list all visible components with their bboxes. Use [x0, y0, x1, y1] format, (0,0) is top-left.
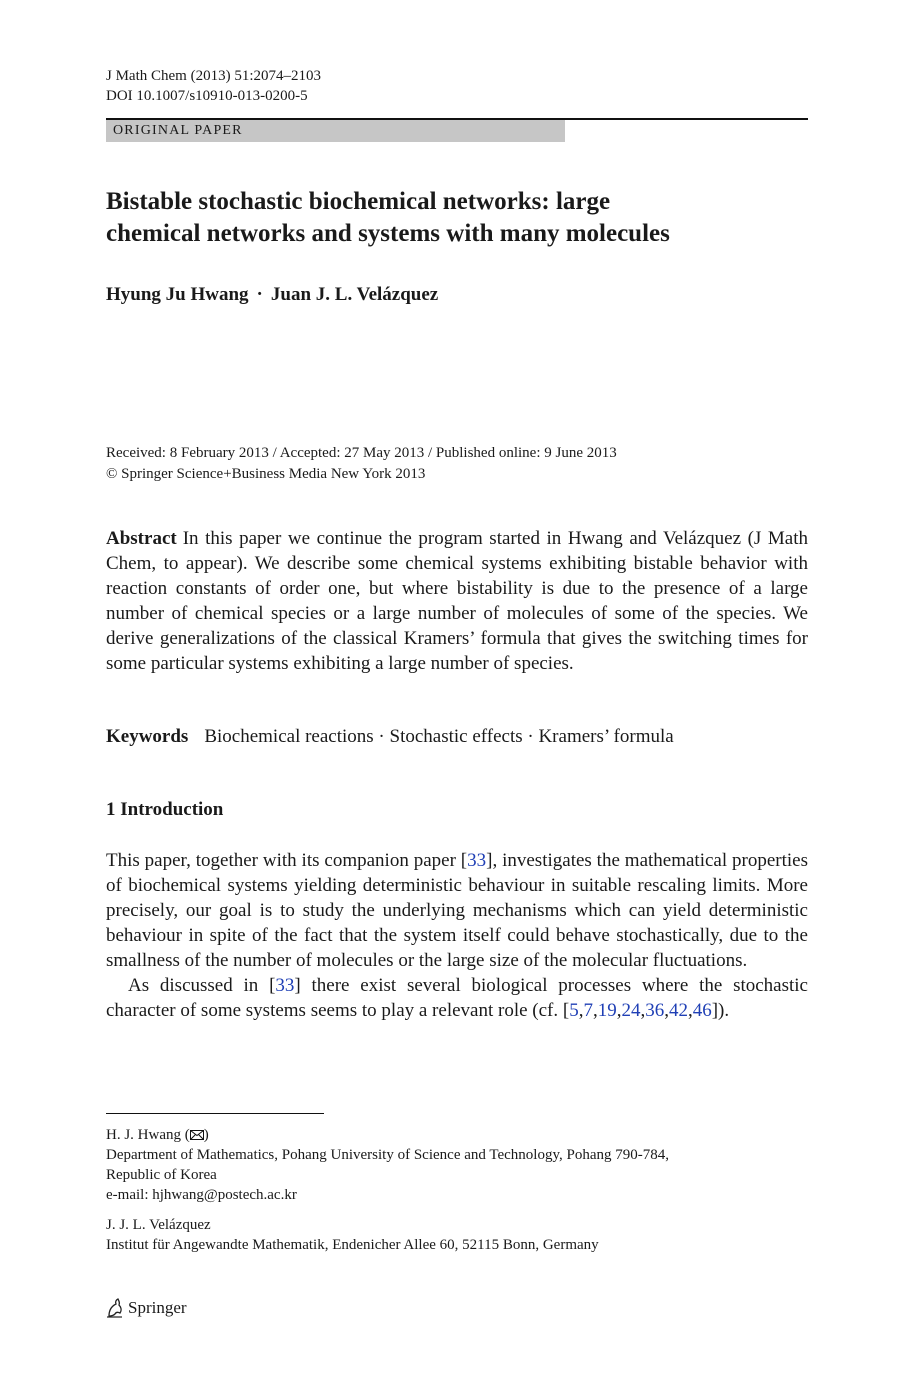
- abstract-label: Abstract: [106, 528, 177, 549]
- title-line-1: Bistable stochastic biochemical networks: large: [106, 188, 611, 215]
- author-affiliation-1: [106, 1125, 669, 1205]
- section-heading: 1 Introduction: [106, 799, 224, 820]
- abstract-text: In this paper we continue the program started in Hwang and Velázquez (J Math Chem, to appear). We describe some chemical systems exhibiting bistable behavior with reaction constants of order one, but where bistability is due to the presence of a large number of chemical species or a large number of molecules of some of the species. We derive generalizations of the classical Kramers’ formula that gives the switching times for some particular systems exhibiting a large number of species.: [106, 528, 808, 674]
- footnote-author: [106, 1125, 669, 1145]
- citation-link[interactable]: 19: [597, 1000, 617, 1021]
- text-run: ] there exist several biological processes where the stochastic character of some systems seems to play a relevant role (cf. [: [106, 975, 808, 1021]
- journal-citation: J Math Chem (2013) 51:2074–2103: [106, 68, 321, 84]
- article-type-badge: ORIGINAL PAPER: [106, 120, 565, 142]
- footnote-author: J. J. L. Velázquez: [106, 1217, 211, 1233]
- title-line-2: chemical networks and systems with many molecules: [106, 220, 670, 247]
- envelope-icon: [190, 1130, 204, 1140]
- citation-link[interactable]: 33: [275, 975, 295, 996]
- email[interactable]: e-mail: hjhwang@postech.ac.kr: [106, 1187, 297, 1203]
- affiliation-line: Republic of Korea: [106, 1167, 217, 1183]
- author-affiliation-2: [106, 1215, 669, 1255]
- keywords-label: Keywords: [106, 726, 189, 747]
- citation-link[interactable]: 7: [583, 1000, 593, 1021]
- author-name-close: ): [203, 1127, 209, 1143]
- text-run: ]).: [711, 1000, 730, 1021]
- citation-link[interactable]: 42: [668, 1000, 688, 1021]
- citation-link[interactable]: 24: [621, 1000, 641, 1021]
- publisher-logo: [106, 1298, 187, 1318]
- publication-dates: [106, 443, 617, 485]
- paper-title: [106, 186, 746, 250]
- text-run: As discussed in [: [128, 975, 276, 996]
- footnote-rule: [106, 1113, 324, 1114]
- citation-link[interactable]: 36: [645, 1000, 665, 1021]
- springer-horse-icon: [106, 1298, 124, 1318]
- text-run: This paper, together with its companion paper [: [106, 850, 468, 871]
- citation-link[interactable]: 33: [467, 850, 487, 871]
- author-name: Hyung Ju Hwang: [106, 284, 249, 305]
- dates-line: Received: 8 February 2013 / Accepted: 27 May 2013 / Published online: 9 June 2013: [106, 445, 617, 461]
- author-name: H. J. Hwang (: [106, 1127, 190, 1143]
- affiliation-line: Institut für Angewandte Mathematik, Endenicher Allee 60, 52115 Bonn, Germany: [106, 1237, 599, 1253]
- paragraph: As discussed in [33] there exist several biological processes where the stochastic character of some systems seems to play a relevant role (cf. [5,7,19,24,36,42,46]).: [106, 975, 808, 1021]
- author-footnotes: [106, 1125, 669, 1265]
- author-separator: ·: [256, 284, 263, 305]
- keywords-text: Biochemical reactions · Stochastic effects · Kramers’ formula: [204, 726, 674, 747]
- paragraph: [106, 848, 808, 973]
- doi: DOI 10.1007/s10910-013-0200-5: [106, 87, 308, 104]
- copyright-line: © Springer Science+Business Media New York 2013: [106, 466, 426, 482]
- author-list: [106, 284, 438, 306]
- publisher-name: Springer: [128, 1298, 187, 1317]
- journal-info: [106, 67, 321, 106]
- text-run: ], investigates the mathematical properties of biochemical systems yielding deterministic behaviour in suitable rescaling limits. More precisely, our goal is to study the underlying mechanisms which can yield deterministic behaviour in spite of the fact that the system itself could behave stochastically, due to the smallness of the number of molecules or the large size of the molecular fluctuations.: [106, 850, 808, 971]
- affiliation-line: Department of Mathematics, Pohang University of Science and Technology, Pohang 790-784,: [106, 1147, 669, 1163]
- keywords: [106, 726, 674, 748]
- abstract: [106, 526, 808, 676]
- citation-link[interactable]: 46: [692, 1000, 712, 1021]
- introduction-body: [106, 848, 808, 1023]
- author-name: Juan J. L. Velázquez: [270, 284, 439, 305]
- citation-link[interactable]: 5: [569, 1000, 579, 1021]
